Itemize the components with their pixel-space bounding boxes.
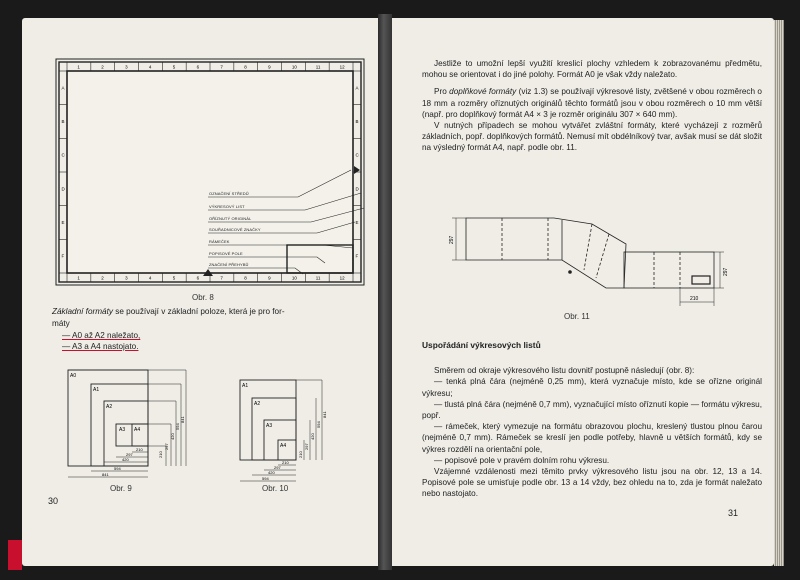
format-label: A3 — [266, 423, 273, 429]
dimension-label: 297 — [723, 267, 729, 276]
dimension-label: 210 — [136, 447, 143, 452]
bottom-coordinate-numbers — [77, 276, 345, 281]
figure-10-format-sizes — [238, 378, 328, 484]
format-label: A2 — [106, 404, 113, 410]
coordinate-number: 8 — [244, 275, 247, 281]
paragraph-8: — popisové pole v pravém dolním rohu výkresu. — [434, 455, 610, 465]
figure-9-caption: Obr. 9 — [110, 484, 132, 493]
sheet-element-label: SOUŘADNICOVÉ ZNAČKY — [209, 227, 261, 232]
dimension-label: 594 — [175, 423, 180, 430]
coordinate-number: 3 — [125, 64, 128, 70]
dimension-label: 420 — [122, 457, 129, 462]
coordinate-letter: E — [355, 220, 359, 225]
dimension-label: 841 — [180, 416, 185, 423]
dimension-label: 297 — [164, 443, 169, 450]
top-coordinate-numbers — [77, 65, 345, 70]
section-heading: Uspořádání výkresových listů — [422, 340, 541, 350]
coordinate-number: 10 — [291, 275, 297, 281]
figure-11-caption: Obr. 11 — [564, 312, 590, 321]
dimension-label: 420 — [268, 470, 275, 475]
basic-formats-term: Základní formáty — [52, 307, 113, 316]
format-label: A0 — [70, 373, 77, 379]
page-number-left: 30 — [48, 496, 59, 506]
coordinate-letter: B — [355, 119, 359, 124]
p2-pre: Pro — [434, 87, 450, 97]
dimension-label: 297 — [274, 465, 281, 470]
coordinate-number: 11 — [315, 275, 321, 281]
coordinate-number: 4 — [148, 275, 152, 281]
intro-text: se používají v základní poloze, která je pro for- — [112, 307, 285, 316]
figure-8-drawing-sheet — [55, 58, 365, 286]
coordinate-number: 2 — [101, 64, 104, 70]
paragraph-6: — tlustá plná čára (nejméně 0,7 mm), vyznačující místo oříznutí kopie — formátu výkresu, popř. — [422, 399, 762, 421]
coordinate-number: 5 — [172, 64, 176, 70]
paragraph-3: V nutných případech se mohou vytvářet zvláštní formáty, které vycházejí z rozměrů základních, popř. doplňkových formátů. Nemusí mít obdélníkový tvar, avšak musí se dát složit na výsledný formát A4, např. podle obr. 11. — [422, 121, 762, 153]
format-label: A2 — [254, 401, 261, 407]
page-number-right: 31 — [728, 508, 739, 518]
figure-9-format-sizes — [66, 368, 196, 480]
paragraph-7: — rámeček, který vymezuje na formátu obrazovou plochu, kreslený tlustou plnou čarou (nejméně 0,7 mm). Rámeček se kreslí jen podle potřeby, hlavně u větších formátů, kdy se výkres rozdělí na orientační pole, — [422, 422, 762, 454]
coordinate-letter: C — [61, 152, 65, 158]
coordinate-number: 2 — [101, 275, 104, 281]
right-text-top — [422, 58, 762, 154]
coordinate-letter: D — [61, 186, 65, 192]
bookmark-ribbon — [8, 540, 22, 570]
p2-term: doplňkové formáty — [449, 87, 517, 97]
coordinate-number: 1 — [77, 64, 80, 70]
coordinate-number: 7 — [220, 64, 223, 70]
coordinate-number: 6 — [196, 275, 200, 281]
format-label: A1 — [242, 383, 249, 389]
coordinate-number: 6 — [196, 64, 200, 70]
coordinate-number: 12 — [339, 64, 345, 70]
figure-10-caption: Obr. 10 — [262, 484, 289, 493]
coordinate-number: 9 — [268, 64, 271, 70]
p2-post: (viz 1.3) se používají výkresové listy, zvětšené v obou rozměrech o 18 mm a rozměry oříznutých originálů těchto formátů jsou v obou rozměrech o 10 mm větší (např. pro doplňkový formát A4 × 3 je rozměr originálu 307 × 640 mm). — [422, 87, 762, 119]
format-label: A3 — [119, 427, 126, 433]
sheet-element-label: OZNAČENÍ STŘEDŮ — [209, 191, 249, 196]
dimension-label: 297 — [126, 452, 133, 457]
dimension-label: 210 — [690, 296, 699, 302]
sheet-element-label: OŘÍZNUTÝ ORIGINÁL — [209, 216, 252, 221]
paragraph-5: — tenká plná čára (nejméně 0,25 mm), která vyznačuje místo, kde se ořízne originál výkresu; — [422, 377, 762, 398]
coordinate-letter: B — [61, 119, 65, 124]
page-edges — [774, 20, 784, 566]
sheet-element-label: RÁMEČEK — [209, 239, 230, 244]
dimension-label: 297 — [449, 235, 455, 244]
dimension-label: 594 — [262, 476, 269, 481]
sheet-element-label: POPISOVÉ POLE — [209, 251, 243, 256]
coordinate-number: 10 — [291, 64, 297, 70]
coordinate-number: 3 — [125, 275, 128, 281]
dimension-label: 297 — [304, 443, 309, 450]
coordinate-number: 9 — [268, 275, 271, 281]
right-text-bottom — [422, 340, 762, 500]
dimension-label: 210 — [158, 451, 163, 458]
intro-continued: máty — [52, 319, 70, 328]
coordinate-number: 5 — [172, 275, 176, 281]
format-label: A1 — [93, 387, 100, 393]
coordinate-letter: A — [355, 85, 359, 91]
coordinate-letter: E — [61, 220, 65, 225]
coordinate-letter: F — [355, 253, 359, 259]
figure-11-special-format — [444, 210, 729, 310]
dimension-label: 841 — [102, 472, 109, 477]
coordinate-number: 4 — [148, 64, 152, 70]
dimension-label: 420 — [310, 433, 315, 440]
coordinate-number: 11 — [315, 64, 321, 70]
list-item-a3-a4: — A3 a A4 nastojato. — [62, 342, 139, 351]
paragraph-4: Směrem od okraje výkresového listu dovnitř postupně následují (obr. 8): — [434, 366, 695, 376]
dimension-label: 841 — [322, 411, 327, 418]
dimension-label: 210 — [298, 451, 303, 458]
coordinate-number: 7 — [220, 275, 223, 281]
format-label: A4 — [134, 427, 141, 433]
coordinate-number: 1 — [77, 275, 80, 281]
coordinate-number: 12 — [339, 275, 345, 281]
book-spine — [378, 14, 392, 570]
paragraph-1: Jestliže to umožní lepší využití kreslicí plochy vzhledem k zobrazovanému předmětu, mohou se orientovat i do jiné polohy. Formát A0 je však vždy naležato. — [422, 59, 762, 80]
coordinate-letter: C — [355, 152, 359, 158]
sheet-element-label: VÝKRESOVÝ LIST — [209, 204, 245, 209]
figure-8-caption: Obr. 8 — [192, 293, 214, 302]
list-item-a0-a2: — A0 až A2 naležato, — [62, 331, 141, 340]
left-page — [22, 18, 378, 566]
dimension-label: 420 — [170, 433, 175, 440]
center-mark-icon — [354, 166, 360, 174]
format-label: A4 — [280, 443, 287, 449]
paragraph-2 — [422, 86, 762, 120]
coordinate-number: 8 — [244, 64, 247, 70]
coordinate-letter: A — [61, 85, 65, 91]
coordinate-letter: F — [61, 253, 65, 259]
dimension-label: 594 — [114, 466, 121, 471]
dimension-label: 594 — [316, 421, 321, 428]
paragraph-9: Vzájemné vzdálenosti mezi těmito prvky výkresového listu jsou na obr. 12, 13 a 14. Popisové pole se umisťuje podle obr. 13 a 14 vždy, bez ohledu na to, zda je formát naležato nebo nastojato. — [422, 467, 762, 499]
coordinate-letter: D — [355, 186, 359, 192]
dimension-label: 210 — [282, 460, 289, 465]
intro-paragraph — [52, 306, 372, 318]
right-page — [392, 18, 774, 566]
sheet-element-label: ZNAČENÍ PŘEHYBŮ — [209, 262, 249, 267]
